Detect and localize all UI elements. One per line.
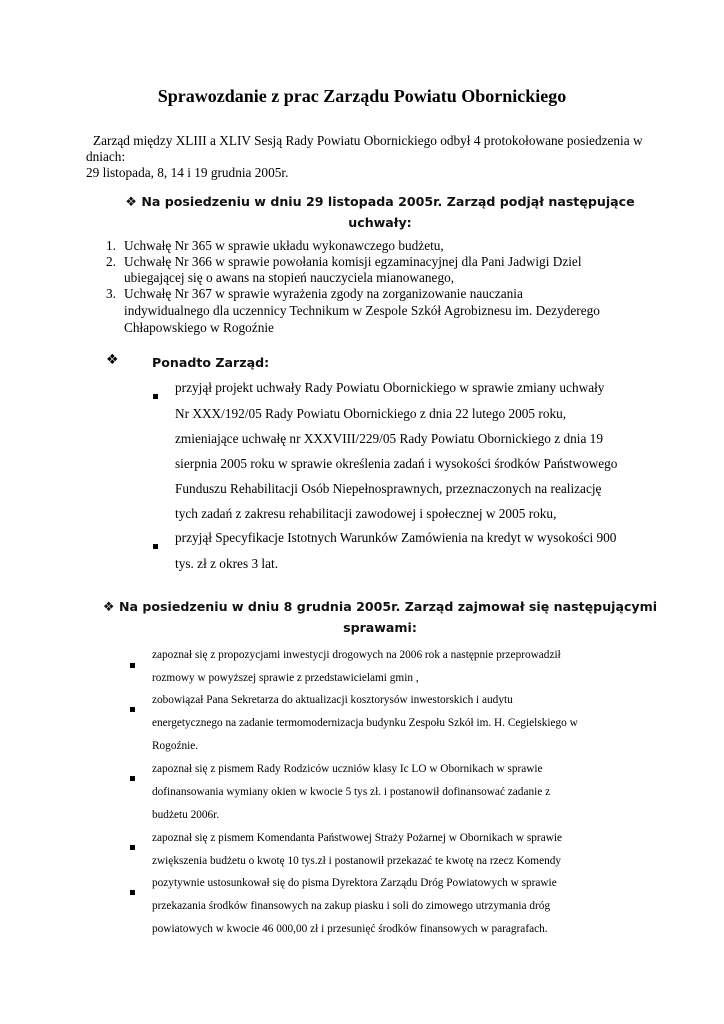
list-item-line: Chłapowskiego w Rogoźnie <box>124 320 274 335</box>
bullet-line: przekazania środków finansowych na zakup piasku i soli do zimowego utrzymania dróg <box>152 900 551 912</box>
intro-line-2: dniach: <box>86 149 126 164</box>
intro-line-3: 29 listopada, 8, 14 i 19 grudnia 2005r. <box>86 165 289 180</box>
bullet-line: tys. zł z okres 3 lat. <box>175 556 279 571</box>
list-item-line: ubiegającej się o awans na stopień nauczyciela mianowanego, <box>124 270 455 285</box>
list-number: 3. <box>106 286 116 301</box>
section1-heading <box>120 192 640 233</box>
section3-heading <box>100 597 660 638</box>
page-title: Sprawozdanie z prac Zarządu Powiatu Obornickiego <box>157 86 567 106</box>
bullet-line: przyjął projekt uchwały Rady Powiatu Obornickiego w sprawie zmiany uchwały <box>175 380 605 395</box>
bullet-line: rozmowy w powyższej sprawie z przedstawicielami gmin , <box>152 672 419 684</box>
section1-heading-line1: Na posiedzeniu w dniu 29 listopada 2005r. Zarząd podjął następujące <box>141 194 635 209</box>
square-bullet-icon <box>153 536 158 554</box>
bullet-line: budżetu 2006r. <box>152 809 220 821</box>
bullet-line: Funduszu Rehabilitacji Osób Niepełnosprawnych, przeznaczonych na realizację <box>175 481 602 496</box>
bullet-line: pozytywnie ustosunkował się do pisma Dyrektora Zarządu Dróg Powiatowych w sprawie <box>152 877 557 889</box>
section2-heading: Ponadto Zarząd: <box>152 355 270 370</box>
bullet-line: zwiększenia budżetu o kwotę 10 tys.zł i postanowił przekazać te kwotę na rzecz Komendy <box>152 855 562 867</box>
bullet-line: zmieniające uchwałę nr XXXVIII/229/05 Rady Powiatu Obornickiego z dnia 19 <box>175 431 603 446</box>
diamond-bullet-icon: ❖ <box>106 352 119 368</box>
square-bullet-icon <box>130 699 135 717</box>
section3-heading-line2: sprawami: <box>343 620 417 635</box>
bullet-line: powiatowych w kwocie 46 000,00 zł i przesunięć środków finansowych w paragrafach. <box>152 923 548 935</box>
square-bullet-icon <box>130 882 135 900</box>
bullet-line: energetycznego na zadanie termomodernizacja budynku Zespołu Szkół im. H. Cegielskiego w <box>152 717 578 729</box>
list-number: 1. <box>106 238 116 253</box>
list-item-line: Uchwałę Nr 367 w sprawie wyrażenia zgody na zorganizowanie nauczania <box>124 286 523 301</box>
square-bullet-icon <box>130 655 135 673</box>
bullet-line: zapoznał się z propozycjami inwestycji drogowych na 2006 rok a następnie przeprowadził <box>152 649 561 661</box>
bullet-line: przyjął Specyfikacje Istotnych Warunków Zamówienia na kredyt w wysokości 900 <box>175 530 617 545</box>
diamond-bullet-icon: ❖ <box>102 600 115 615</box>
bullet-line: tych zadań z zakresu rehabilitacji zawodowej i społecznej w 2005 roku, <box>175 506 557 521</box>
square-bullet-icon <box>130 837 135 855</box>
bullet-line: Rogoźnie. <box>152 740 199 752</box>
list-number: 2. <box>106 254 116 269</box>
bullet-line: zapoznał się z pismem Rady Rodziców uczniów klasy Ic LO w Obornikach w sprawie <box>152 763 543 775</box>
section1-heading-line2: uchwały: <box>348 215 412 230</box>
square-bullet-icon <box>130 768 135 786</box>
section3-heading-line1: Na posiedzeniu w dniu 8 grudnia 2005r. Zarząd zajmował się następującymi <box>118 599 658 614</box>
list-item-line: indywidualnego dla uczennicy Technikum w Zespole Szkół Agrobiznesu im. Dezyderego <box>124 303 600 318</box>
intro-line-1: Zarząd między XLIII a XLIV Sesją Rady Powiatu Obornickiego odbył 4 protokołowane posiedzenia w <box>93 133 643 148</box>
bullet-line: zobowiązał Pana Sekretarza do aktualizacji kosztorysów inwestorskich i audytu <box>152 694 513 706</box>
bullet-line: dofinansowania wymiany okien w kwocie 5 tys zł. i postanowił dofinansować zadanie z <box>152 786 551 798</box>
bullet-line: Nr XXX/192/05 Rady Powiatu Obornickiego z dnia 22 lutego 2005 roku, <box>175 406 567 421</box>
square-bullet-icon <box>153 386 158 404</box>
bullet-line: zapoznał się z pismem Komendanta Państwowej Straży Pożarnej w Obornikach w sprawie <box>152 832 563 844</box>
diamond-bullet-icon: ❖ <box>125 195 137 210</box>
bullet-line: sierpnia 2005 roku w sprawie określenia zadań i wysokości środków Państwowego <box>175 456 618 471</box>
list-item-line: Uchwałę Nr 366 w sprawie powołania komisji egzaminacyjnej dla Pani Jadwigi Dziel <box>124 254 582 269</box>
list-item-line: Uchwałę Nr 365 w sprawie układu wykonawczego budżetu, <box>124 238 444 253</box>
